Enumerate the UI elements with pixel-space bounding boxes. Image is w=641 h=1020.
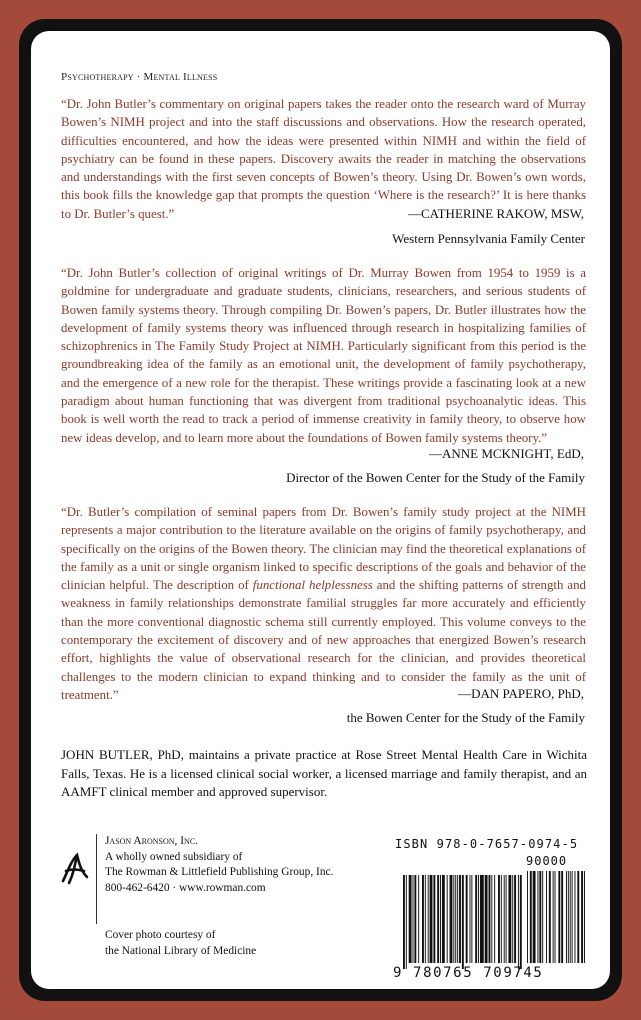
barcode-bar	[485, 875, 488, 963]
barcode-bar	[403, 875, 405, 969]
barcode-addon-bar	[530, 871, 532, 963]
barcode-bar	[440, 875, 441, 963]
publisher-subsidiary-line1: A wholly owned subsidiary of	[105, 850, 243, 863]
endorsement-name-2: —ANNE MCKNIGHT, EdD,	[428, 446, 584, 461]
barcode-addon-bar	[584, 871, 585, 963]
barcode-bar	[466, 875, 468, 963]
barcode-addon-bar	[570, 871, 571, 963]
publisher-logo-icon	[57, 851, 93, 887]
barcode-bar	[471, 875, 472, 963]
barcode-addon-bar	[542, 871, 543, 963]
endorsement-org-2: Director of the Bowen Center for the Study of the Family	[286, 470, 585, 485]
barcode-addon-bar	[527, 871, 528, 963]
barcode-bar	[459, 875, 461, 963]
publisher-contact: 800-462-6420 · www.rowman.com	[105, 882, 266, 895]
barcode-addon-bar	[561, 871, 563, 963]
barcode-addon-bar	[546, 871, 547, 963]
cover-credit	[105, 928, 256, 959]
barcode-bar	[514, 875, 516, 963]
barcode-bar	[480, 875, 484, 963]
barcode-bar	[478, 875, 479, 963]
barcode-bar	[455, 875, 456, 963]
price-code: 90000	[526, 854, 568, 868]
barcode-bar	[447, 875, 448, 963]
barcode-bar	[433, 875, 435, 963]
publisher-name: Jason Aronson, Inc.	[105, 835, 199, 847]
endorsement-quote-3	[61, 503, 586, 704]
barcode-addon-bar	[549, 871, 551, 963]
barcode-bar	[498, 875, 500, 963]
barcode-bar	[457, 875, 458, 963]
quote-3-part-1: “Dr. Butler’s compilation of seminal papers from Dr. Bowen’s family study project at the NIMH represents a major contribution to the literature available on the origins of family psychotherapy, and specifically on the origins of the Bowen theory. The clinician may find the theoretical explanations of the family as a unit or single organism linked to specific descriptions of the goals and behavior of the clinician helpful. The description of	[61, 505, 586, 593]
barcode-bar	[413, 875, 414, 963]
barcode-addon-bar	[537, 871, 538, 963]
isbn-text: ISBN 978-0-7657-0974-5	[395, 837, 579, 851]
barcode-bar	[506, 875, 507, 963]
publisher-subsidiary-line2: The Rowman & Littlefield Publishing Group, Inc.	[105, 866, 334, 879]
barcode-bar	[475, 875, 477, 963]
barcode-bar	[406, 875, 407, 969]
barcode-bar	[418, 875, 419, 963]
barcode-bar	[470, 875, 471, 963]
endorsement-org-3: the Bowen Center for the Study of the Family	[346, 710, 585, 725]
barcode-bar	[453, 875, 454, 963]
barcode-addon-bar	[566, 871, 567, 963]
endorsement-name-1: —CATHERINE RAKOW, MSW,	[408, 206, 584, 221]
barcode-digits: 9 780765 709745	[393, 965, 544, 981]
barcode-icon	[393, 855, 587, 981]
barcode-bar	[430, 875, 433, 963]
barcode-bar	[489, 875, 491, 963]
barcode-bar	[518, 875, 519, 969]
endorsement-quote-1: “Dr. John Butler’s commentary on original papers takes the reader onto the research ward of Murray Bowen’s NIMH project and into the staff discussions and observations. How the research operated, difficulties encountered, and how the ideas were presented within NIMH and within the field of psychiatry can be found in these papers. Discovery awaits the reader in matching the observations and understandings with the first seven concepts of Bowen’s theory. Using Dr. Bowen’s own words, this book fills the knowledge gap that prompts the question ‘Where is the research?’ It is here thanks to Dr. Butler’s quest.”	[61, 97, 586, 221]
barcode-bar	[491, 875, 492, 963]
barcode-addon-bar	[558, 871, 560, 963]
barcode-bar	[428, 875, 429, 963]
barcode-addon-bar	[575, 871, 576, 963]
publisher-info	[105, 834, 333, 897]
barcode-bar	[409, 875, 412, 963]
barcode-bar	[520, 875, 522, 969]
cover-credit-line2: the National Library of Medicine	[105, 944, 257, 957]
back-cover-panel	[31, 31, 610, 989]
barcode-addon-bar	[568, 871, 569, 963]
barcode-bar	[437, 875, 439, 963]
barcode-bar	[414, 875, 416, 963]
author-bio: JOHN BUTLER, PhD, maintains a private practice at Rose Street Mental Health Care in Wichita Falls, Texas. He is a licensed clinical social worker, a licensed marriage and family therapist, and an AAMFT clinical member and approved supervisor.	[61, 747, 587, 800]
endorsement-name-3: —DAN PAPERO, PhD,	[458, 686, 584, 701]
cover-credit-line1: Cover photo courtesy of	[105, 929, 216, 941]
barcode-bar	[494, 875, 495, 963]
barcode-bar	[512, 875, 513, 963]
barcode-bar	[504, 875, 505, 963]
barcode-bar	[501, 875, 502, 963]
endorsement-org-1: Western Pennsylvania Family Center	[392, 231, 585, 246]
publisher-divider	[96, 834, 97, 924]
barcode-bar	[442, 875, 445, 963]
barcode-addon-bar	[581, 871, 583, 963]
barcode-addon-bar	[539, 871, 541, 963]
barcode-addon-bar	[555, 871, 556, 963]
barcode-addon-bar	[577, 871, 579, 963]
quote-3-part-2: and the shifting patterns of strength and weakness in family relationships demonstrate familial struggles far more accurately and efficiently than the more conventional diagnostic schema still currently employed. This volume conveys to the contemporary the excitement of discovery and of new approaches that energized Bowen’s research effort, highlights the value of observational research for the clinician, and provides theoretical challenges to the modern clinician to expand thinking and to consider the family as the unit of treatment.”	[61, 578, 586, 702]
barcode-addon-bar	[572, 871, 573, 963]
barcode-addon-bar	[553, 871, 554, 963]
endorsement-quote-2: “Dr. John Butler’s collection of original writings of Dr. Murray Bowen from 1954 to 1959 is a goldmine for undergraduate and graduate students, clinicians, researchers, and serious students of Bowen family systems theory. Through compiling Dr. Bowen’s papers, Dr. Butler illustrates how the development of family systems theory was influenced through research in hospitalizing families of schizophrenics in The Family Study Project at NIMH. Particularly significant from this period is the groundbreaking idea of the family as an emotional unit, the development of family psychotherapy, and the emergence of a new role for the therapist. These writings provide a fascinating look at a new paradigm about human functioning that was divergent from traditional psychoanalytic ideas. This book is well worth the read to track a period of immense creativity in family theory, to observe how new ideas develop, and to learn more about the foundations of Bowen family systems theory.”	[61, 266, 586, 445]
quote-3-italic-term: functional helplessness	[252, 578, 373, 593]
category-line: Psychotherapy · Mental Illness	[61, 71, 218, 83]
barcode-bar	[425, 875, 426, 963]
barcode-bar	[462, 875, 464, 969]
barcode-bar	[422, 875, 424, 963]
barcode-bar	[450, 875, 453, 963]
barcode-bar	[508, 875, 511, 963]
barcode-addon-bar	[533, 871, 536, 963]
